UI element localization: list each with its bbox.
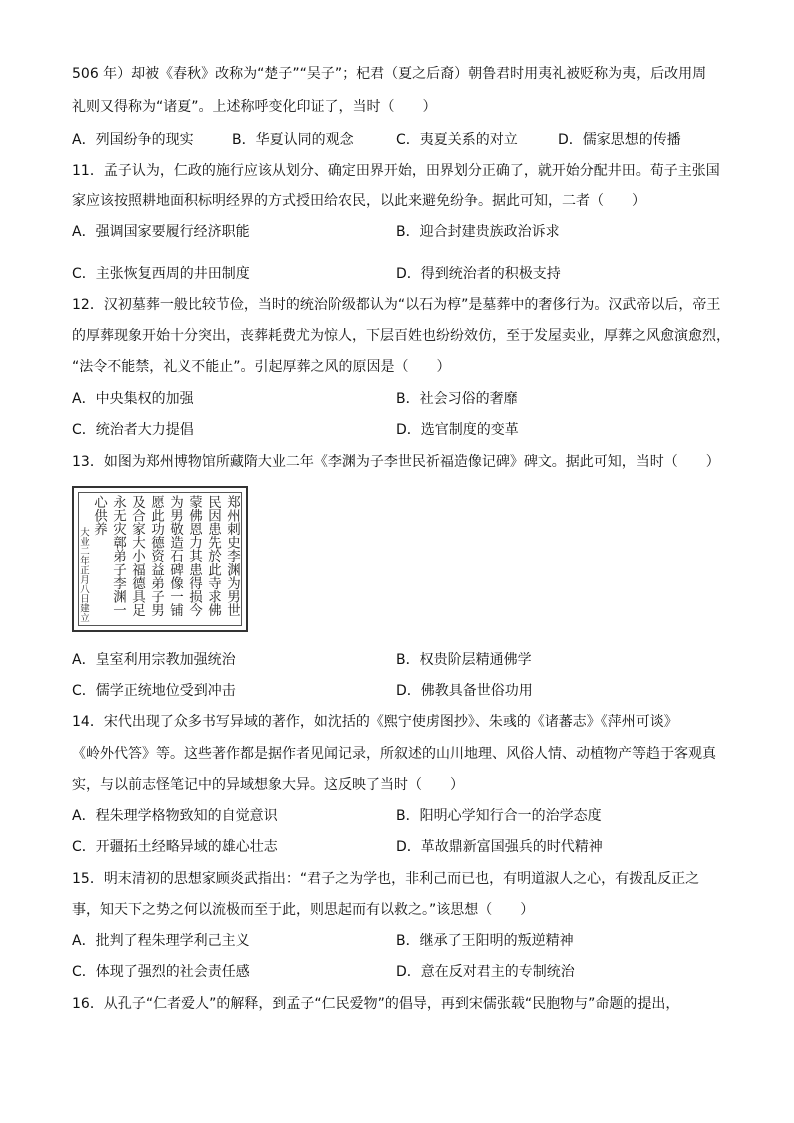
stele-column: 及合家大小福德具足 xyxy=(129,495,145,617)
q14-text-line2: 《岭外代答》等。这些著作都是据作者见闻记录，所叙述的山川地理、风俗人情、动植物产等趋于客观真 xyxy=(72,746,716,762)
q10-text-line1: 506 年）却被《春秋》改称为“楚子”“吴子”；杞君（夏之后裔）朝鲁君时用夷礼被贬称为夷，后改用周 xyxy=(72,66,707,82)
stele-column: 为男敬造石碑像一铺 xyxy=(167,495,183,617)
q12-text-line2: 的厚葬现象开始十分突出，丧葬耗费尤为惊人，下层百姓也纷纷效仿，至于发屋卖业，厚葬之风愈演愈烈， xyxy=(72,328,730,344)
q12-option-c: C．统治者大力提倡 xyxy=(72,422,194,438)
q14-text-line1: 14．宋代出现了众多书写异域的著作，如沈括的《熙宁使虏图抄》、朱彧的《诸蕃志》《萍州可谈》 xyxy=(72,714,678,730)
q15-option-a: A．批判了程朱理学利己主义 xyxy=(72,933,250,949)
q11-text-line2: 家应该按照耕地面积标明经界的方式授田给农民，以此来避免纷争。据此可知，二者（ ） xyxy=(72,193,646,209)
q14-option-b: B．阳明心学知行合一的治学态度 xyxy=(396,808,602,824)
q12-option-b: B．社会习俗的奢靡 xyxy=(396,391,518,407)
q11-option-b: B．迎合封建贵族政治诉求 xyxy=(396,224,560,240)
q10-option-b: B．华夏认同的观念 xyxy=(232,132,354,148)
stele-column: 心供养 xyxy=(91,495,107,536)
q12-text-line1: 12．汉初墓葬一般比较节俭，当时的统治阶级都认为“以石为椁”是墓葬中的奢侈行为。汉武帝以后，帝王 xyxy=(72,297,721,313)
stele-column: 民因患先於此寺求佛 xyxy=(205,495,221,617)
q13-option-d: D．佛教具备世俗功用 xyxy=(396,683,533,699)
q13-option-a: A．皇室利用宗教加强统治 xyxy=(72,652,236,668)
q15-option-d: D．意在反对君主的专制统治 xyxy=(396,964,575,980)
stele-inner-frame xyxy=(78,492,242,626)
q13-text-line1: 13．如图为郑州博物馆所藏隋大业二年《李渊为子李世民祈福造像记碑》碑文。据此可知，当时（ ） xyxy=(72,454,720,470)
q13-option-c: C．儒学正统地位受到冲击 xyxy=(72,683,236,699)
q10-option-c: C．夷夏关系的对立 xyxy=(396,132,518,148)
q13-option-b: B．权贵阶层精通佛学 xyxy=(396,652,532,668)
q11-option-a: A．强调国家要履行经济职能 xyxy=(72,224,250,240)
stele-column: 蒙佛恩力其患得损今 xyxy=(186,495,202,617)
stele-date-column: 大业二年正月八日建立 xyxy=(78,527,89,622)
q15-text-line1: 15．明末清初的思想家顾炎武指出：“君子之为学也，非利己而已也，有明道淑人之心，有拨乱反正之 xyxy=(72,871,700,887)
stele-column: 愿此功德资益弟子男 xyxy=(148,495,164,617)
q16-text-line1: 16．从孔子“仁者爱人”的解释，到孟子“仁民爱物”的倡导，再到宋儒张载“民胞物与”命题的提出， xyxy=(72,996,680,1012)
q12-text-line3: “法令不能禁，礼义不能止”。引起厚葬之风的原因是（ ） xyxy=(72,359,451,375)
stele-column: 郑州刺史李渊为男世 xyxy=(224,495,240,617)
q14-text-line3: 实，与以前志怪笔记中的异域想象大异。这反映了当时（ ） xyxy=(72,777,464,793)
q10-option-a: A．列国纷争的现实 xyxy=(72,132,194,148)
q11-text-line1: 11．孟子认为，仁政的施行应该从划分、确定田界开始，田界划分正确了，就开始分配井田。荀子主张国 xyxy=(72,163,720,179)
q11-option-d: D．得到统治者的积极支持 xyxy=(396,266,561,282)
q15-option-c: C．体现了强烈的社会责任感 xyxy=(72,964,250,980)
q11-option-c: C．主张恢复西周的井田制度 xyxy=(72,266,250,282)
q14-option-a: A．程朱理学格物致知的自觉意识 xyxy=(72,808,278,824)
stele-column: 永无灾鄣弟子李渊一 xyxy=(110,495,126,617)
q10-text-line2: 礼则又得称为“诸夏”。上述称呼变化印证了，当时（ ） xyxy=(72,99,437,115)
q14-option-c: C．开疆拓土经略异域的雄心壮志 xyxy=(72,839,278,855)
q12-option-a: A．中央集权的加强 xyxy=(72,391,194,407)
q14-option-d: D．革故鼎新富国强兵的时代精神 xyxy=(396,839,603,855)
q10-option-d: D．儒家思想的传播 xyxy=(558,132,681,148)
q12-option-d: D．选官制度的变革 xyxy=(396,422,519,438)
stele-inscription-image xyxy=(72,486,248,632)
q15-text-line2: 事，知天下之势之何以流极而至于此，则思起而有以救之。”该思想（ ） xyxy=(72,902,535,918)
q15-option-b: B．继承了王阳明的叛逆精神 xyxy=(396,933,574,949)
